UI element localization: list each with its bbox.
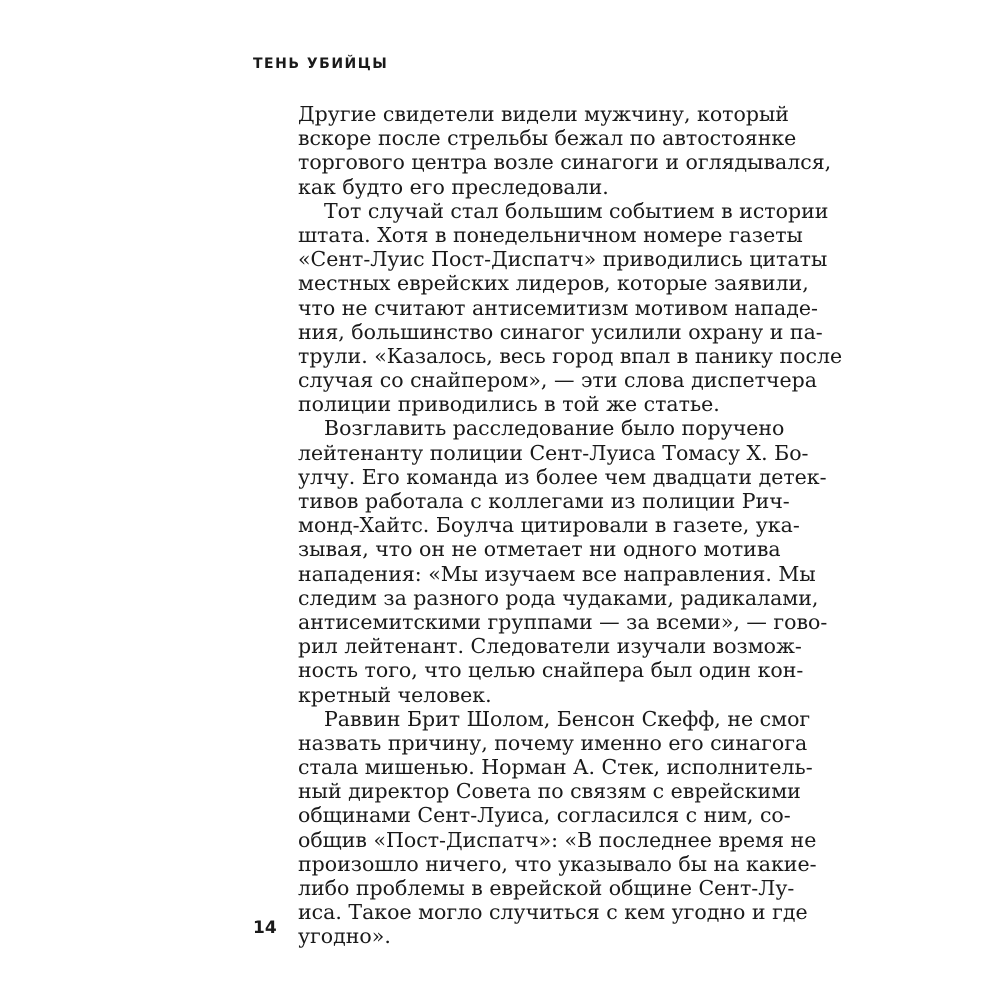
text-line: тивов работала с коллегами из полиции Рич-: [298, 489, 790, 513]
text-line: общинами Сент-Луиса, согласился с ним, со-: [298, 803, 791, 828]
text-line: антисемитскими группами — за всеми», — гово-: [298, 609, 828, 634]
text-line: иса. Такое могло случиться с кем угодно и где: [298, 900, 808, 925]
text-line: монд-Хайтс. Боулча цитировали в газете, ука-: [298, 513, 800, 538]
text-line: следим за разного рода чудаками, радикалами,: [298, 585, 819, 610]
text-line: ный директор Совета по связям с еврейскими: [298, 779, 801, 804]
text-line: общив «Пост-Диспатч»: «В последнее время не: [298, 827, 817, 852]
text-line: Возглавить расследование было поручено: [324, 416, 785, 441]
text-line: зывая, что он не отметает ни одного мотива: [298, 537, 781, 562]
text-line: что не считают антисемитизм мотивом нападе-: [298, 295, 818, 320]
text-line: «Сент-Луис Пост-Диспатч» приводились цитаты: [298, 247, 828, 272]
text-line: лейтенанту полиции Сент-Луиса Томасу Х. Бо-: [298, 440, 809, 465]
text-line: торгового центра возле синагоги и оглядывался,: [298, 150, 832, 175]
text-line: нападения: «Мы изучаем все направления. Мы: [298, 561, 816, 586]
text-line: штата. Хотя в понедельничном номере газеты: [298, 222, 803, 247]
text-line: назвать причину, почему именно его синагога: [298, 730, 808, 755]
text-line: Раввин Брит Шолом, Бенсон Скефф, не смог: [324, 706, 811, 731]
text-line: Тот случай стал большим событием в истории: [324, 198, 829, 223]
text-line: угодно».: [298, 924, 391, 949]
page-number: 14: [253, 918, 277, 938]
body-text: [298, 102, 843, 949]
text-line: ность того, что целью снайпера был один кон-: [298, 658, 804, 683]
text-line: Другие свидетели видели мужчину, который: [298, 102, 789, 126]
text-line: кретный человек.: [298, 682, 492, 707]
text-line: рил лейтенант. Следователи изучали возмож-: [298, 634, 802, 659]
text-line: ния, большинство синагог усилили охрану и па-: [298, 319, 823, 344]
text-line: произошло ничего, что указывало бы на какие-: [298, 851, 817, 876]
text-line: трули. «Казалось, весь город впал в панику после: [298, 343, 843, 368]
text-line: полиции приводились в той же статье.: [298, 392, 720, 417]
text-line: стала мишенью. Норман А. Стек, исполнитель-: [298, 755, 813, 780]
text-line: улчу. Его команда из более чем двадцати детек-: [298, 464, 827, 489]
text-line: вскоре после стрельбы бежал по автостоянке: [298, 126, 797, 151]
text-line: случая со снайпером», — эти слова диспетчера: [298, 368, 818, 393]
running-head: ТЕНЬ УБИЙЦЫ: [253, 56, 389, 72]
text-line: местных еврейских лидеров, которые заявили,: [298, 271, 809, 296]
text-line: как будто его преследовали.: [298, 174, 609, 199]
text-line: либо проблемы в еврейской общине Сент-Лу-: [298, 876, 795, 900]
